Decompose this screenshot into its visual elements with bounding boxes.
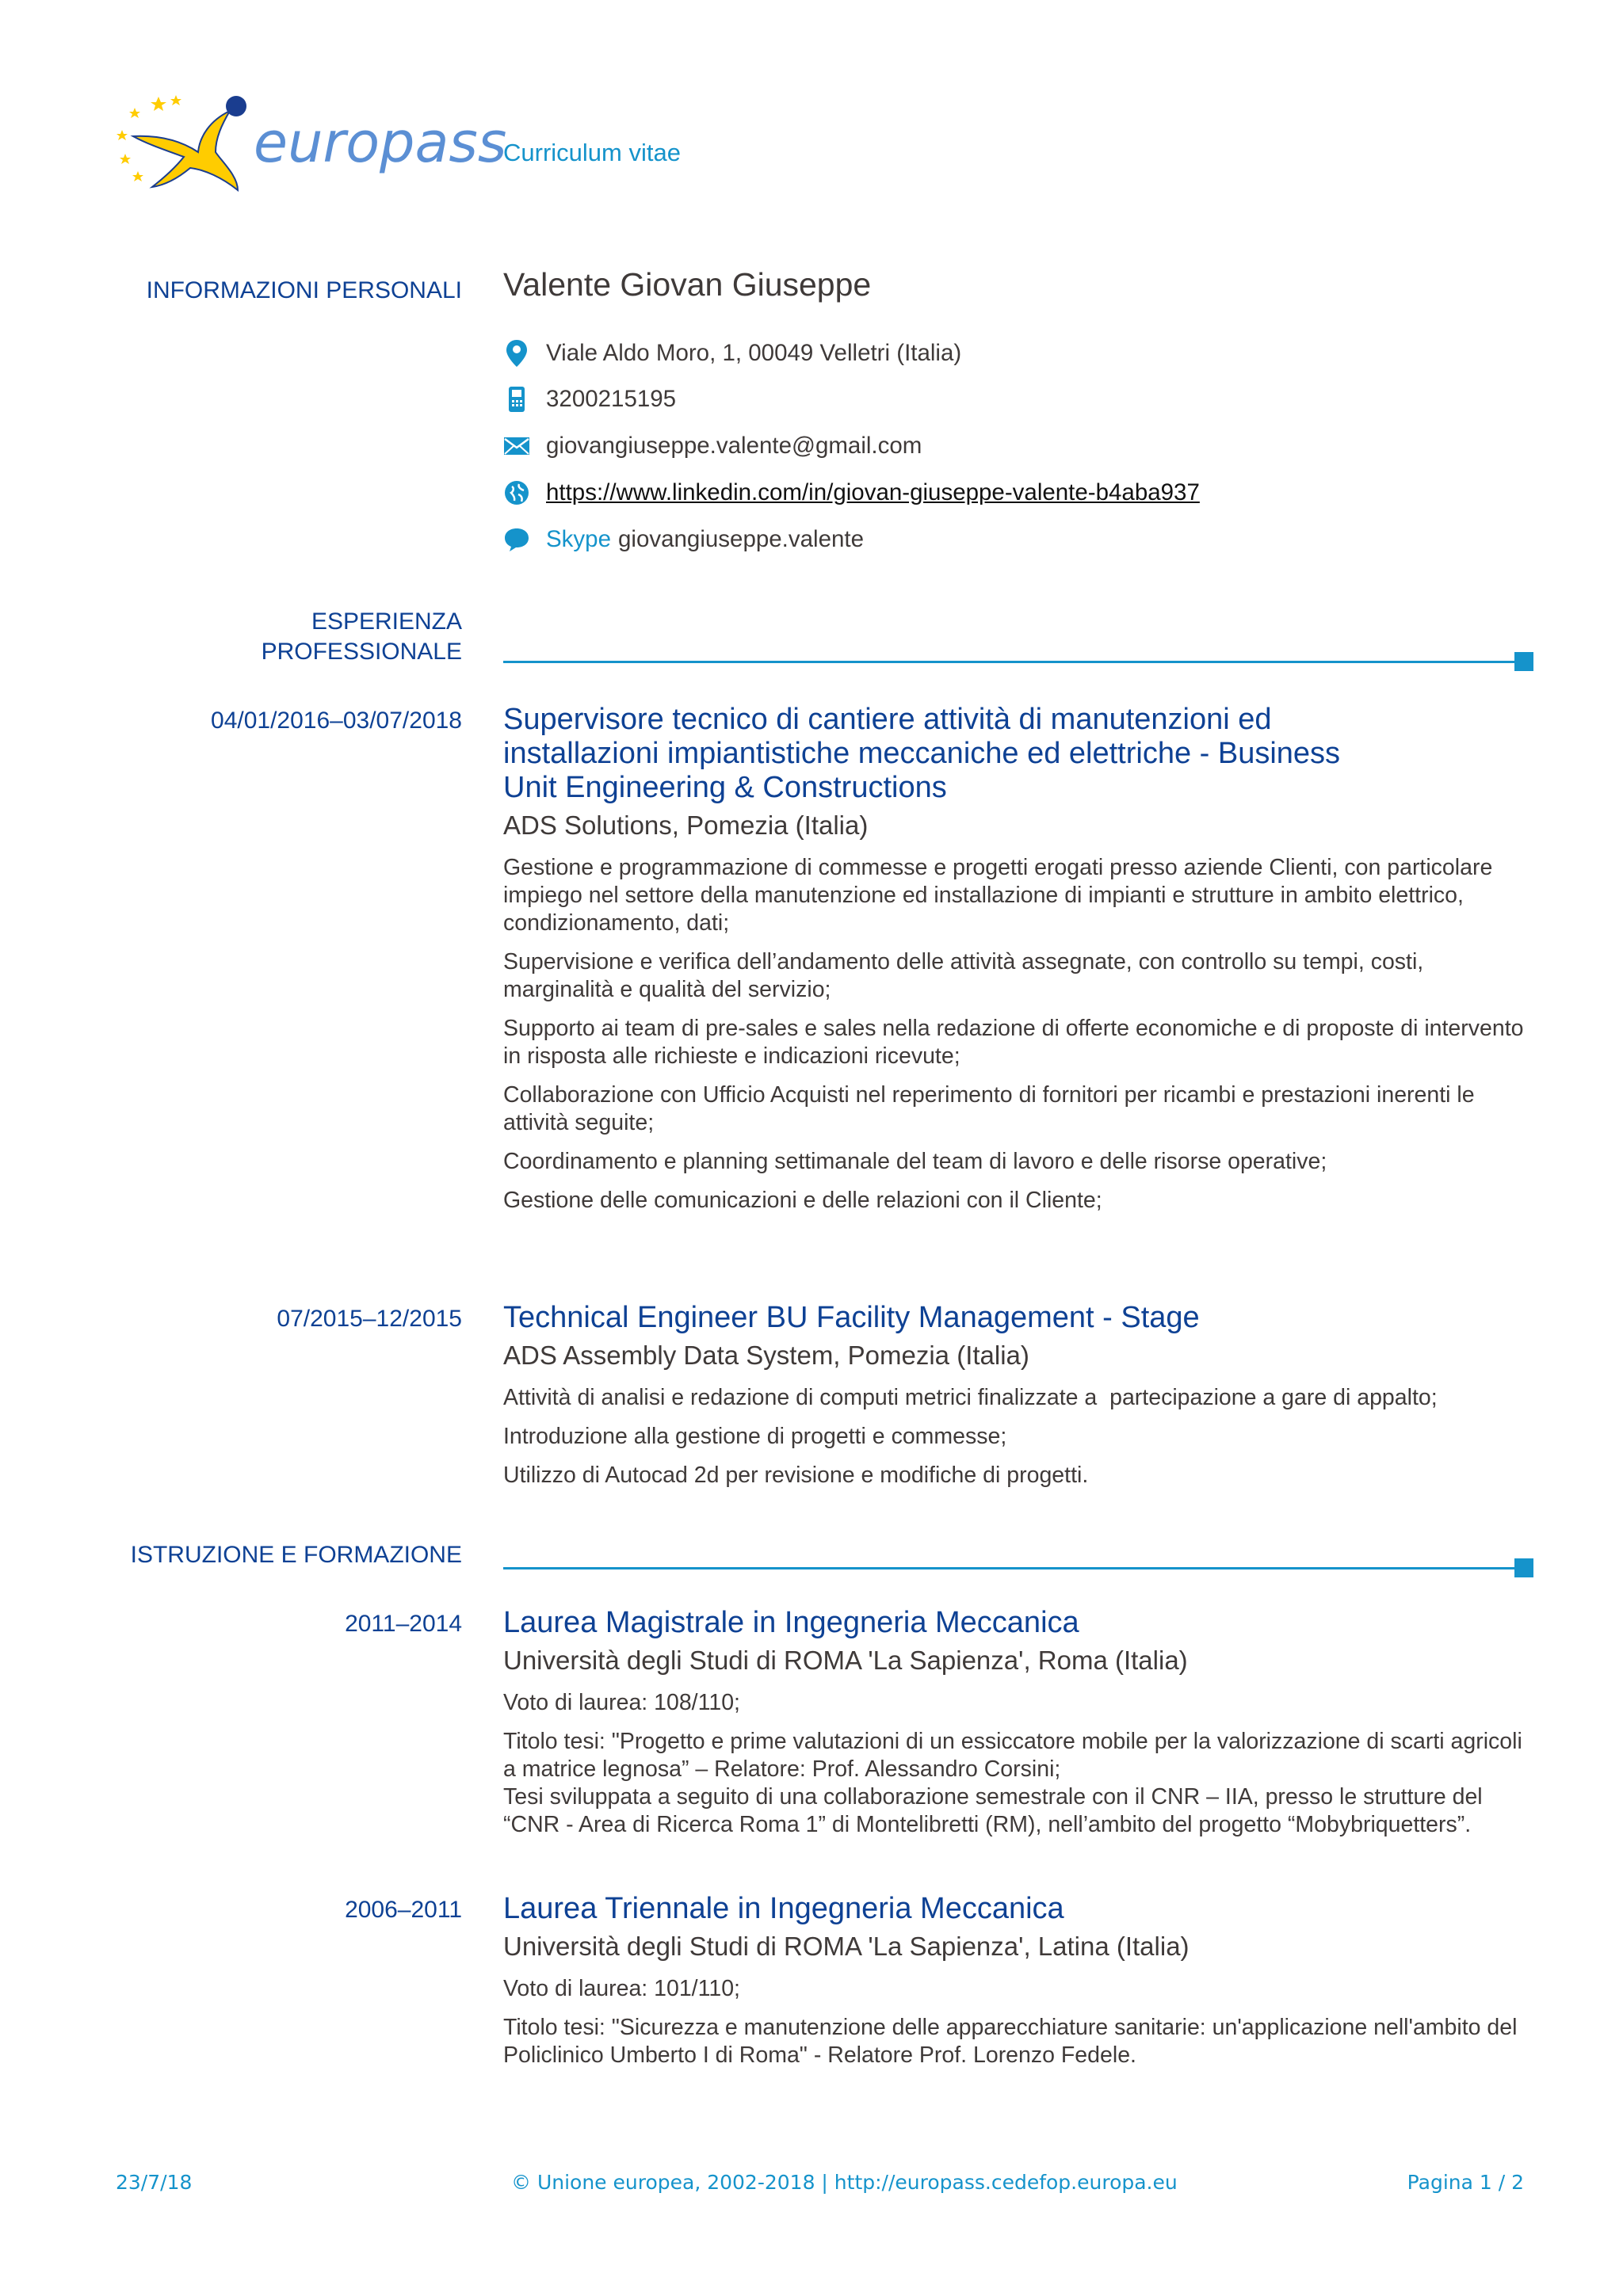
address-text: Viale Aldo Moro, 1, 00049 Velletri (Italia) (546, 340, 962, 366)
job-description-item: Gestione delle comunicazioni e delle relazioni con il Cliente; (503, 1188, 1102, 1213)
section-divider-experience (503, 661, 1533, 663)
mobile-phone-icon (503, 386, 530, 413)
email-row (503, 430, 922, 462)
job-description-item: Gestione e programmazione di commesse e progetti erogati presso aziende Clienti, con particolare impiego nel settore della manutenzione ed installazione di impianti e strutture in ambito elettrico, condizionamento, dati; (503, 855, 1493, 936)
education-dates: 2006–2011 (345, 1897, 462, 1923)
job-description-item: Supervisione e verifica dell’andamento delle attività assegnate, con controllo su tempi, costi, marginalità e qualità del servizio; (503, 949, 1424, 1002)
location-pin-icon (503, 340, 530, 367)
degree-grade: Voto di laurea: 108/110; (503, 1690, 740, 1715)
section-label-experience-line1: ESPERIENZA (311, 608, 462, 635)
job-entry (503, 703, 1533, 1215)
linkedin-link[interactable]: https://www.linkedin.com/in/giovan-giuseppe-valente-b4aba937 (546, 479, 1200, 505)
education-entry (503, 1892, 1533, 2069)
globe-icon (503, 479, 530, 506)
section-divider-education (503, 1567, 1533, 1569)
email-link[interactable]: giovangiuseppe.valente@gmail.com (546, 433, 922, 459)
footer-copyright[interactable]: © Unione europea, 2002-2018 | http://europass.cedefop.europa.eu (511, 2171, 1178, 2194)
thesis-title: Titolo tesi: "Progetto e prime valutazioni di un essiccatore mobile per la valorizzazione di scarti agricoli a matrice legnosa” – Relatore: Prof. Alessandro Corsini; (503, 1729, 1522, 1782)
job-employer: ADS Solutions, Pomezia (Italia) (503, 810, 869, 840)
address-row (503, 338, 961, 369)
job-dates: 07/2015–12/2015 (277, 1306, 462, 1332)
job-description-item: Collaborazione con Ufficio Acquisti nel reperimento di fornitori per ricambi e prestazioni inerenti le attività seguite; (503, 1082, 1475, 1135)
section-label-experience (262, 607, 462, 667)
education-dates: 2011–2014 (345, 1611, 462, 1637)
divider-square (1514, 1558, 1533, 1577)
institution: Università degli Studi di ROMA 'La Sapienza', Roma (Italia) (503, 1646, 1188, 1675)
footer-date: 23/7/18 (116, 2171, 193, 2194)
job-description-item: Attività di analisi e redazione di computi metrici finalizzate a partecipazione a gare di appalto; (503, 1385, 1438, 1410)
job-description-item: Introduzione alla gestione di progetti e commesse; (503, 1424, 1007, 1449)
degree-grade: Voto di laurea: 101/110; (503, 1976, 740, 2001)
section-label-education: ISTRUZIONE E FORMAZIONE (130, 1542, 462, 1568)
job-description-item: Utilizzo di Autocad 2d per revisione e modifiche di progetti. (503, 1463, 1089, 1488)
phone-row (503, 383, 676, 415)
skype-label: Skype (546, 526, 611, 552)
skype-handle: giovangiuseppe.valente (618, 526, 864, 552)
divider-square (1514, 652, 1533, 671)
job-employer: ADS Assembly Data System, Pomezia (Italia) (503, 1341, 1029, 1370)
skype-row (503, 524, 864, 555)
email-envelope-icon (503, 433, 530, 460)
chat-bubble-icon (503, 526, 530, 553)
job-title: Supervisore tecnico di cantiere attività di manutenzioni ed installazioni impiantistiche meccaniche ed elettriche - Business Unit Engineering & Constructions (503, 703, 1341, 804)
linkedin-row (503, 477, 1200, 509)
institution: Università degli Studi di ROMA 'La Sapienza', Latina (Italia) (503, 1932, 1190, 1961)
job-description-item: Supporto ai team di pre-sales e sales nella redazione di offerte economiche e di proposte di intervento in risposta alle richieste e indicazioni ricevute; (503, 1016, 1524, 1069)
thesis-title: Titolo tesi: "Sicurezza e manutenzione delle apparecchiature sanitarie: un'applicazione nell'ambito del Policlinico Umberto I di Roma" - Relatore Prof. Lorenzo Fedele. (503, 2015, 1518, 2068)
job-description-item: Coordinamento e planning settimanale del team di lavoro e delle risorse operative; (503, 1149, 1327, 1174)
footer-page-number: Pagina 1 / 2 (1407, 2171, 1524, 2194)
europass-logo-icon (111, 89, 507, 200)
education-entry (503, 1606, 1533, 1839)
svg-text:europass: europass (254, 110, 507, 175)
section-label-experience-line2: PROFESSIONALE (261, 639, 462, 665)
thesis-note: Tesi sviluppata a seguito di una collaborazione semestrale con il CNR – IIA, presso le strutture del “CNR - Area di Ricerca Roma 1” di Montelibretti (RM), nell’ambito del progetto “Mobybriquetters”. (503, 1784, 1483, 1837)
phone-text: 3200215195 (546, 386, 677, 412)
degree-title: Laurea Triennale in Ingegneria Meccanica (503, 1892, 1064, 1925)
candidate-name: Valente Giovan Giuseppe (503, 266, 872, 303)
degree-title: Laurea Magistrale in Ingegneria Meccanica (503, 1606, 1079, 1639)
job-title: Technical Engineer BU Facility Management - Stage (503, 1301, 1200, 1334)
europass-logo (111, 89, 507, 200)
section-label-personal-info: INFORMAZIONI PERSONALI (146, 277, 462, 303)
job-entry (503, 1301, 1533, 1489)
job-dates: 04/01/2016–03/07/2018 (211, 707, 462, 734)
document-title: Curriculum vitae (503, 139, 681, 166)
